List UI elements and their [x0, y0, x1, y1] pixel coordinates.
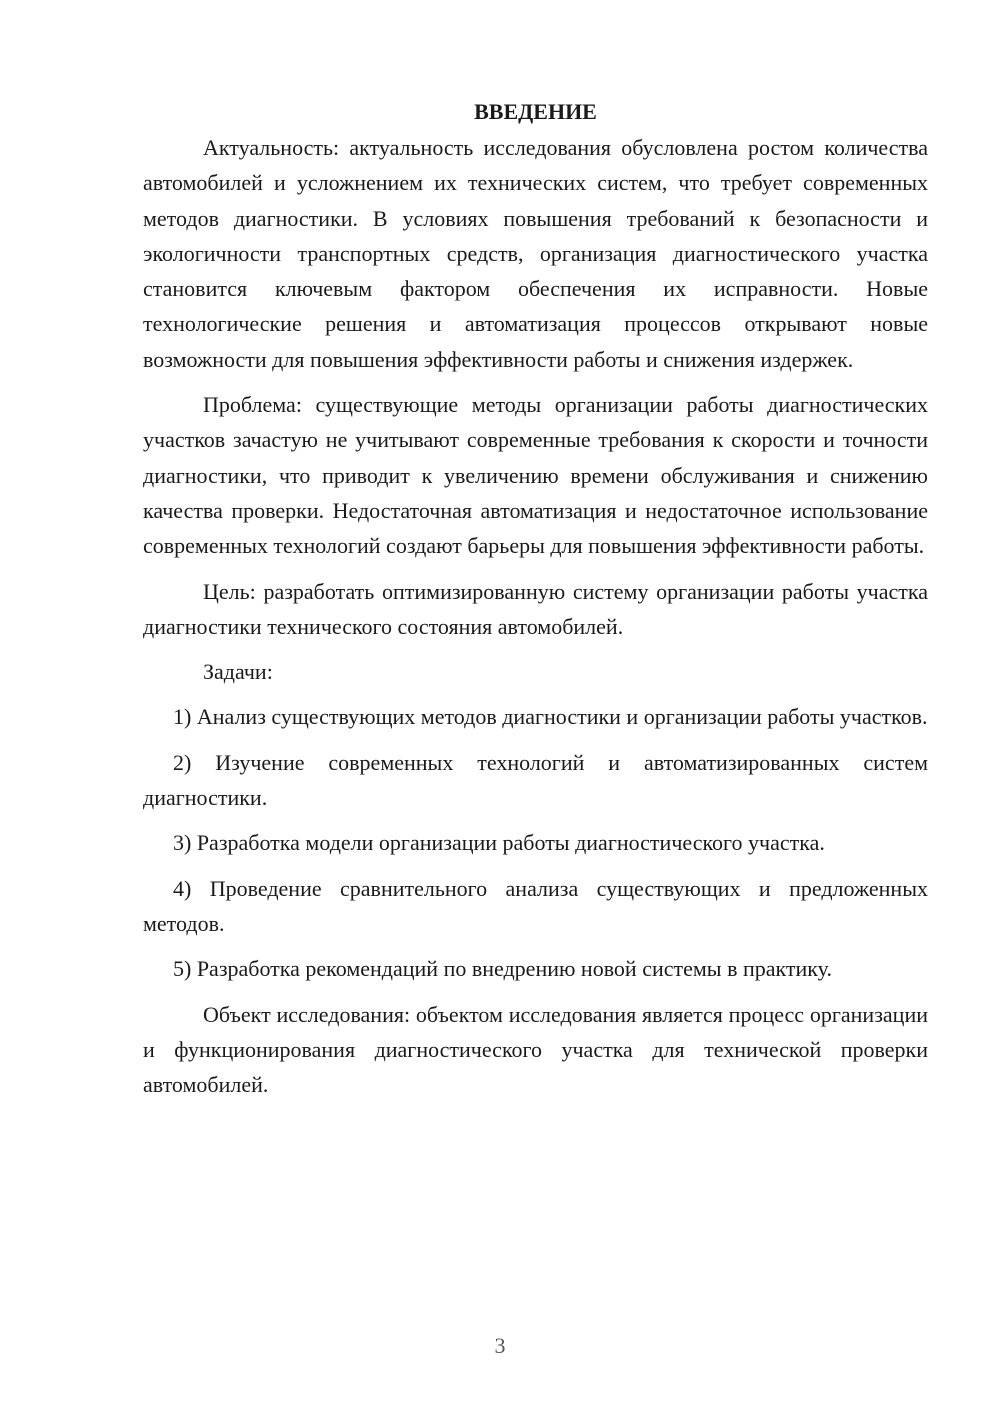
- paragraph-object: Объект исследования: объектом исследования является процесс организации и функционирования диагностического участка для технической проверки автомобилей.: [143, 1001, 928, 1098]
- page-title: ВВЕДЕНИЕ: [474, 99, 597, 124]
- task-item-2: 2) Изучение современных технологий и автоматизированных систем диагностики.: [143, 749, 928, 811]
- paragraph-problem: Проблема: существующие методы организации работы диагностических участков зачастую не учитывают современные требования к скорости и точности диагностики, что приводит к увеличению времени обслуживания и снижению качества проверки. Недостаточная автоматизация и недостаточное использование современных технологий создают барьеры для повышения эффективности работы.: [143, 392, 928, 559]
- page-body: [143, 94, 928, 1112]
- task-item-3: 3) Разработка модели организации работы диагностического участка.: [173, 830, 825, 856]
- tasks-heading: Задачи:: [203, 659, 273, 685]
- task-item-5: 5) Разработка рекомендаций по внедрению новой системы в практику.: [173, 956, 832, 982]
- task-item-1: 1) Анализ существующих методов диагностики и организации работы участков.: [173, 704, 928, 730]
- paragraph-goal: Цель: разработать оптимизированную систему организации работы участка диагностики технического состояния автомобилей.: [143, 578, 928, 639]
- paragraph-relevance: Актуальность: актуальность исследования обусловлена ростом количества автомобилей и усложнением их технических систем, что требует современных методов диагностики. В условиях повышения требований к безопасности и экологичности транспортных средств, организация диагностического участка становится ключевым фактором обеспечения их исправности. Новые технологические решения и автоматизация процессов открывают новые возможности для повышения эффективности работы и снижения издержек.: [143, 135, 928, 372]
- task-item-4: 4) Проведение сравнительного анализа существующих и предложенных методов.: [143, 875, 928, 936]
- page-number: 3: [494, 1333, 506, 1358]
